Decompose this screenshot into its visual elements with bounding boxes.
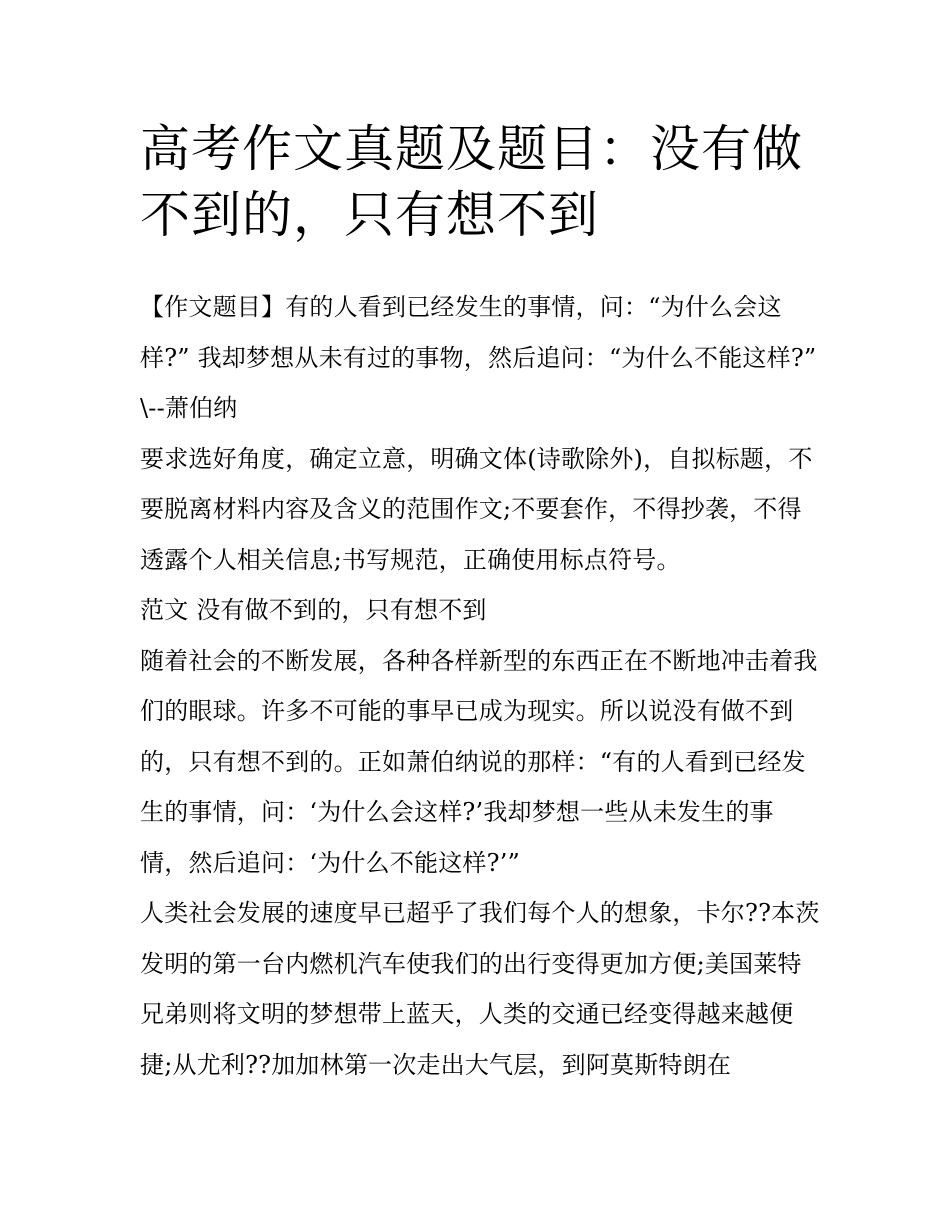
paragraph-prompt: 【作文题目】有的人看到已经发生的事情，问：“为什么会这样?” 我却梦想从未有过的事物，然后追问：“为什么不能这样?” \--萧伯纳	[140, 293, 817, 422]
paragraph-requirements: 要求选好角度，确定立意，明确文体(诗歌除外)，自拟标题，不要脱离材料内容及含义的范围作文;不要套作，不得抄袭，不得透露个人相关信息;书写规范，正确使用标点符号。	[140, 444, 813, 574]
document-title: 高考作文真题及题目：没有做不到的，只有想不到	[140, 120, 803, 244]
document-body	[140, 282, 820, 1090]
paragraph-sample-heading: 范文 没有做不到的，只有想不到	[140, 596, 487, 624]
paragraph-sample-body: 人类社会发展的速度早已超乎了我们每个人的想象，卡尔??本茨发明的第一台内燃机汽车使我们的出行变得更加方便;美国莱特兄弟则将文明的梦想带上蓝天，人类的交通已经变得越来越便捷;从尤利??加加林第一次走出大气层，到阿莫斯特朗在	[140, 899, 820, 1079]
paragraph-sample-intro: 随着社会的不断发展，各种各样新型的东西正在不断地冲击着我们的眼球。许多不可能的事早已成为现实。所以说没有做不到的，只有想不到的。正如萧伯纳说的那样：“有的人看到已经发生的事情，问：‘为什么会这样?’我却梦想一些从未发生的事情，然后追问：‘为什么不能这样?’”	[140, 646, 818, 877]
